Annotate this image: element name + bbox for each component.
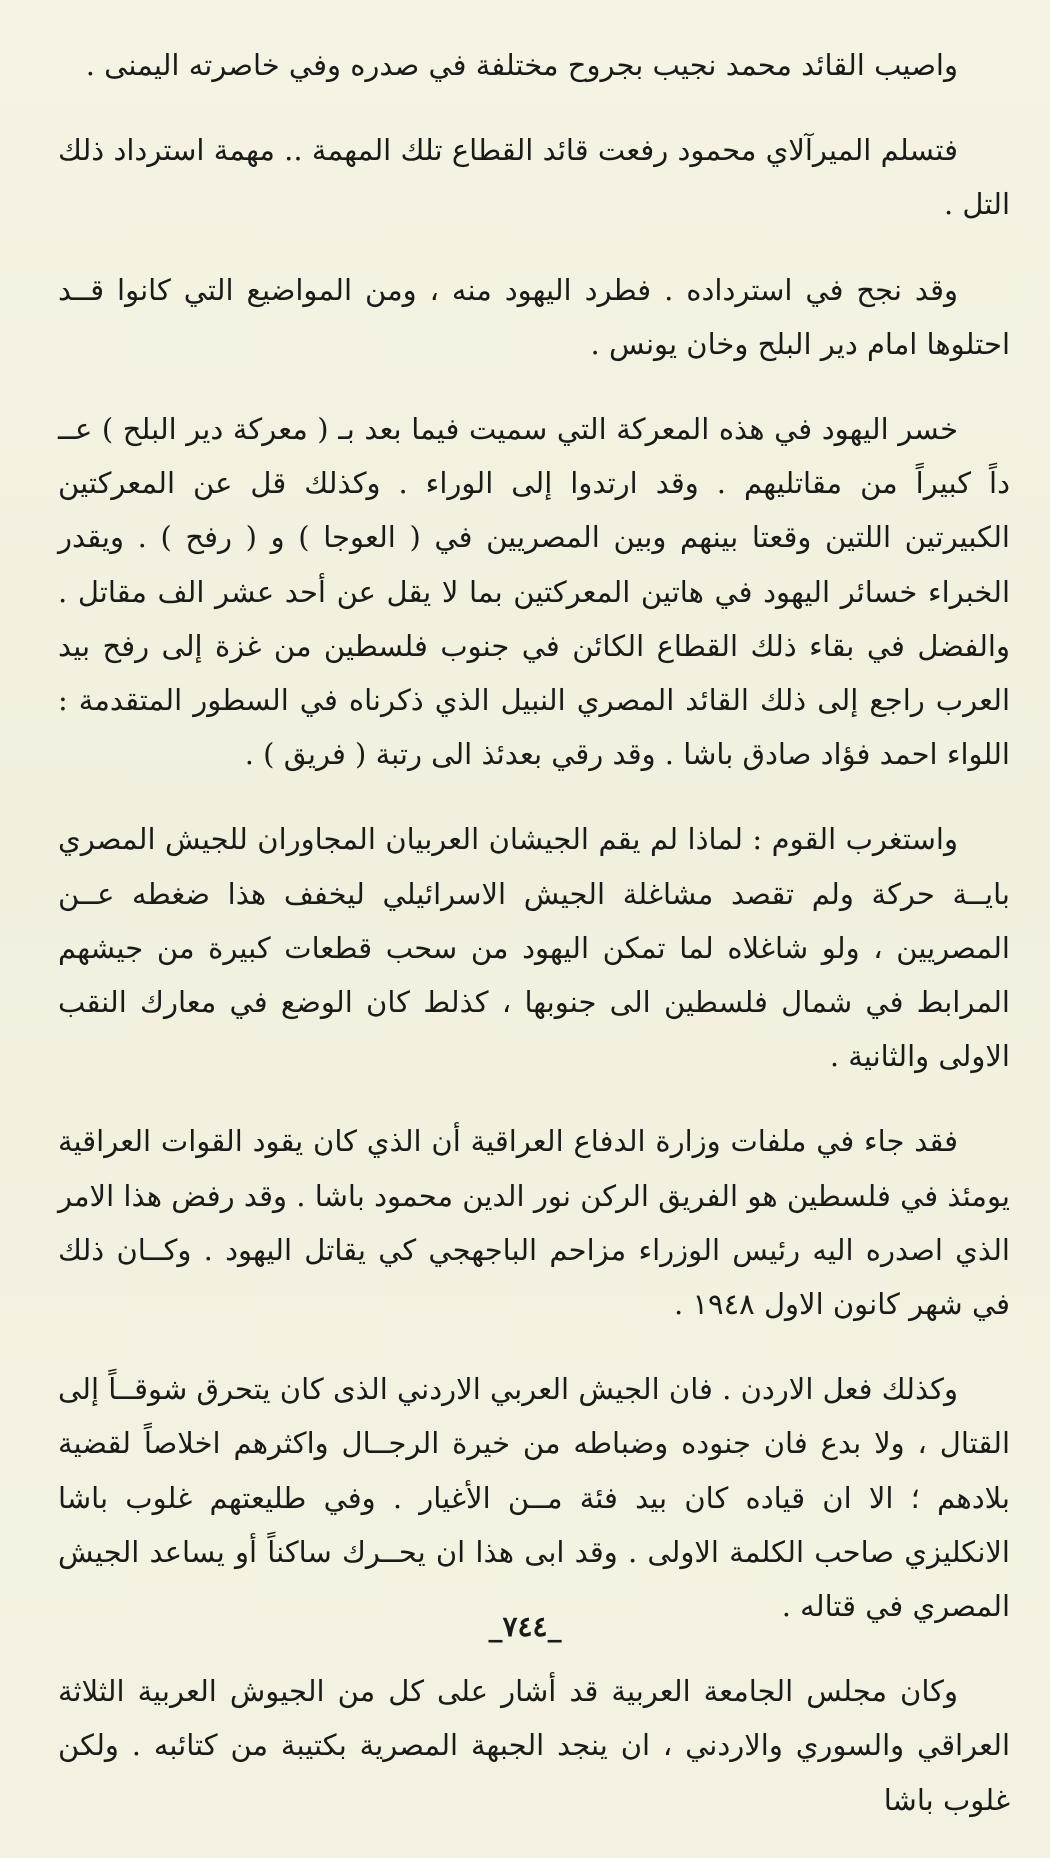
paragraph-5: واستغرب القوم : لماذا لم يقم الجيشان العربيان المجاوران للجيش المصري بايــة حركة ولم تقصد مشاغلة الجيش الاسرائيلي ليخفف هذا ضغطه عــن المصريين ، ولو شاغلاه لما تمكن اليهود من سحب قطعات كبيرة من جيشهم المرابط في شمال فلسطين الى جنوبها ، كذلط كان الوضع في معارك النقب الاولى والثانية . [58, 822, 1010, 1074]
paragraph-3: وقد نجح في استرداده . فطرد اليهود منه ، ومن المواضيع التي كانوا قــد احتلوها امام دير البلح وخان يونس . [58, 272, 1010, 361]
paragraph-4: خسر اليهود في هذه المعركة التي سميت فيما بعد بـ ( معركة دير البلح ) عــ داً كبيراً من مقاتليهم . وقد ارتدوا إلى الوراء . وكذلك قل عن المعركتين الكبيرتين اللتين وقعتا بينهم وبين المصريين في ( العوجا ) و ( رفح ) . ويقدر الخبراء خسائر اليهود في هاتين المعركتين بما لا يقل عن أحد عشر الف مقاتل . والفضل في بقاء ذلك القطاع الكائن في جنوب فلسطين من غزة إلى رفح بيد العرب راجع إلى ذلك القائد المصري النبيل الذي ذكرناه في السطور المتقدمة : اللواء احمد فؤاد صادق باشا . وقد رقي بعدئذ الى رتبة ( فريق ) . [58, 412, 1010, 772]
paragraph-2: فتسلم الميرآلاي محمود رفعت قائد القطاع تلك المهمة .. مهمة استرداد ذلك التل . [58, 133, 1010, 222]
paragraph-7: وكذلك فعل الاردن . فان الجيش العربي الاردني الذى كان يتحرق شوقــاً إلى القتال ، ولا بدع فان جنوده وضباطه من خيرة الرجــال واكثرهم اخلاصاً لقضية بلادهم ؛ الا ان قياده كان بيد فئة مــن الأغيار . وفي طليعتهم غلوب باشا الانكليزي صاحب الكلمة الاولى . وقد ابى هذا ان يحــرك ساكناً أو يساعد الجيش المصري في قتاله . [58, 1372, 1010, 1624]
paragraph-1: واصيب القائد محمد نجيب بجروح مختلفة في صدره وفي خاصرته اليمنى . [85, 48, 958, 82]
page-number: _٧٤٤_ [488, 1610, 562, 1643]
body-text [58, 38, 1010, 1858]
paragraph-6: فقد جاء في ملفات وزارة الدفاع العراقية أن الذي كان يقود القوات العراقية يومئذ في فلسطين هو الفريق الركن نور الدين محمود باشا . وقد رفض هذا الامر الذي اصدره اليه رئيس الوزراء مزاحم الباجهجي كي يقاتل اليهود . وكــان ذلك في شهر كانون الاول ١٩٤٨ . [58, 1124, 1010, 1322]
paragraph-8: وكان مجلس الجامعة العربية قد أشار على كل من الجيوش العربية الثلاثة العراقي والسوري والاردني ، ان ينجد الجبهة المصرية بكتيبة من كتائبه . ولكن غلوب باشا [58, 1674, 1010, 1817]
